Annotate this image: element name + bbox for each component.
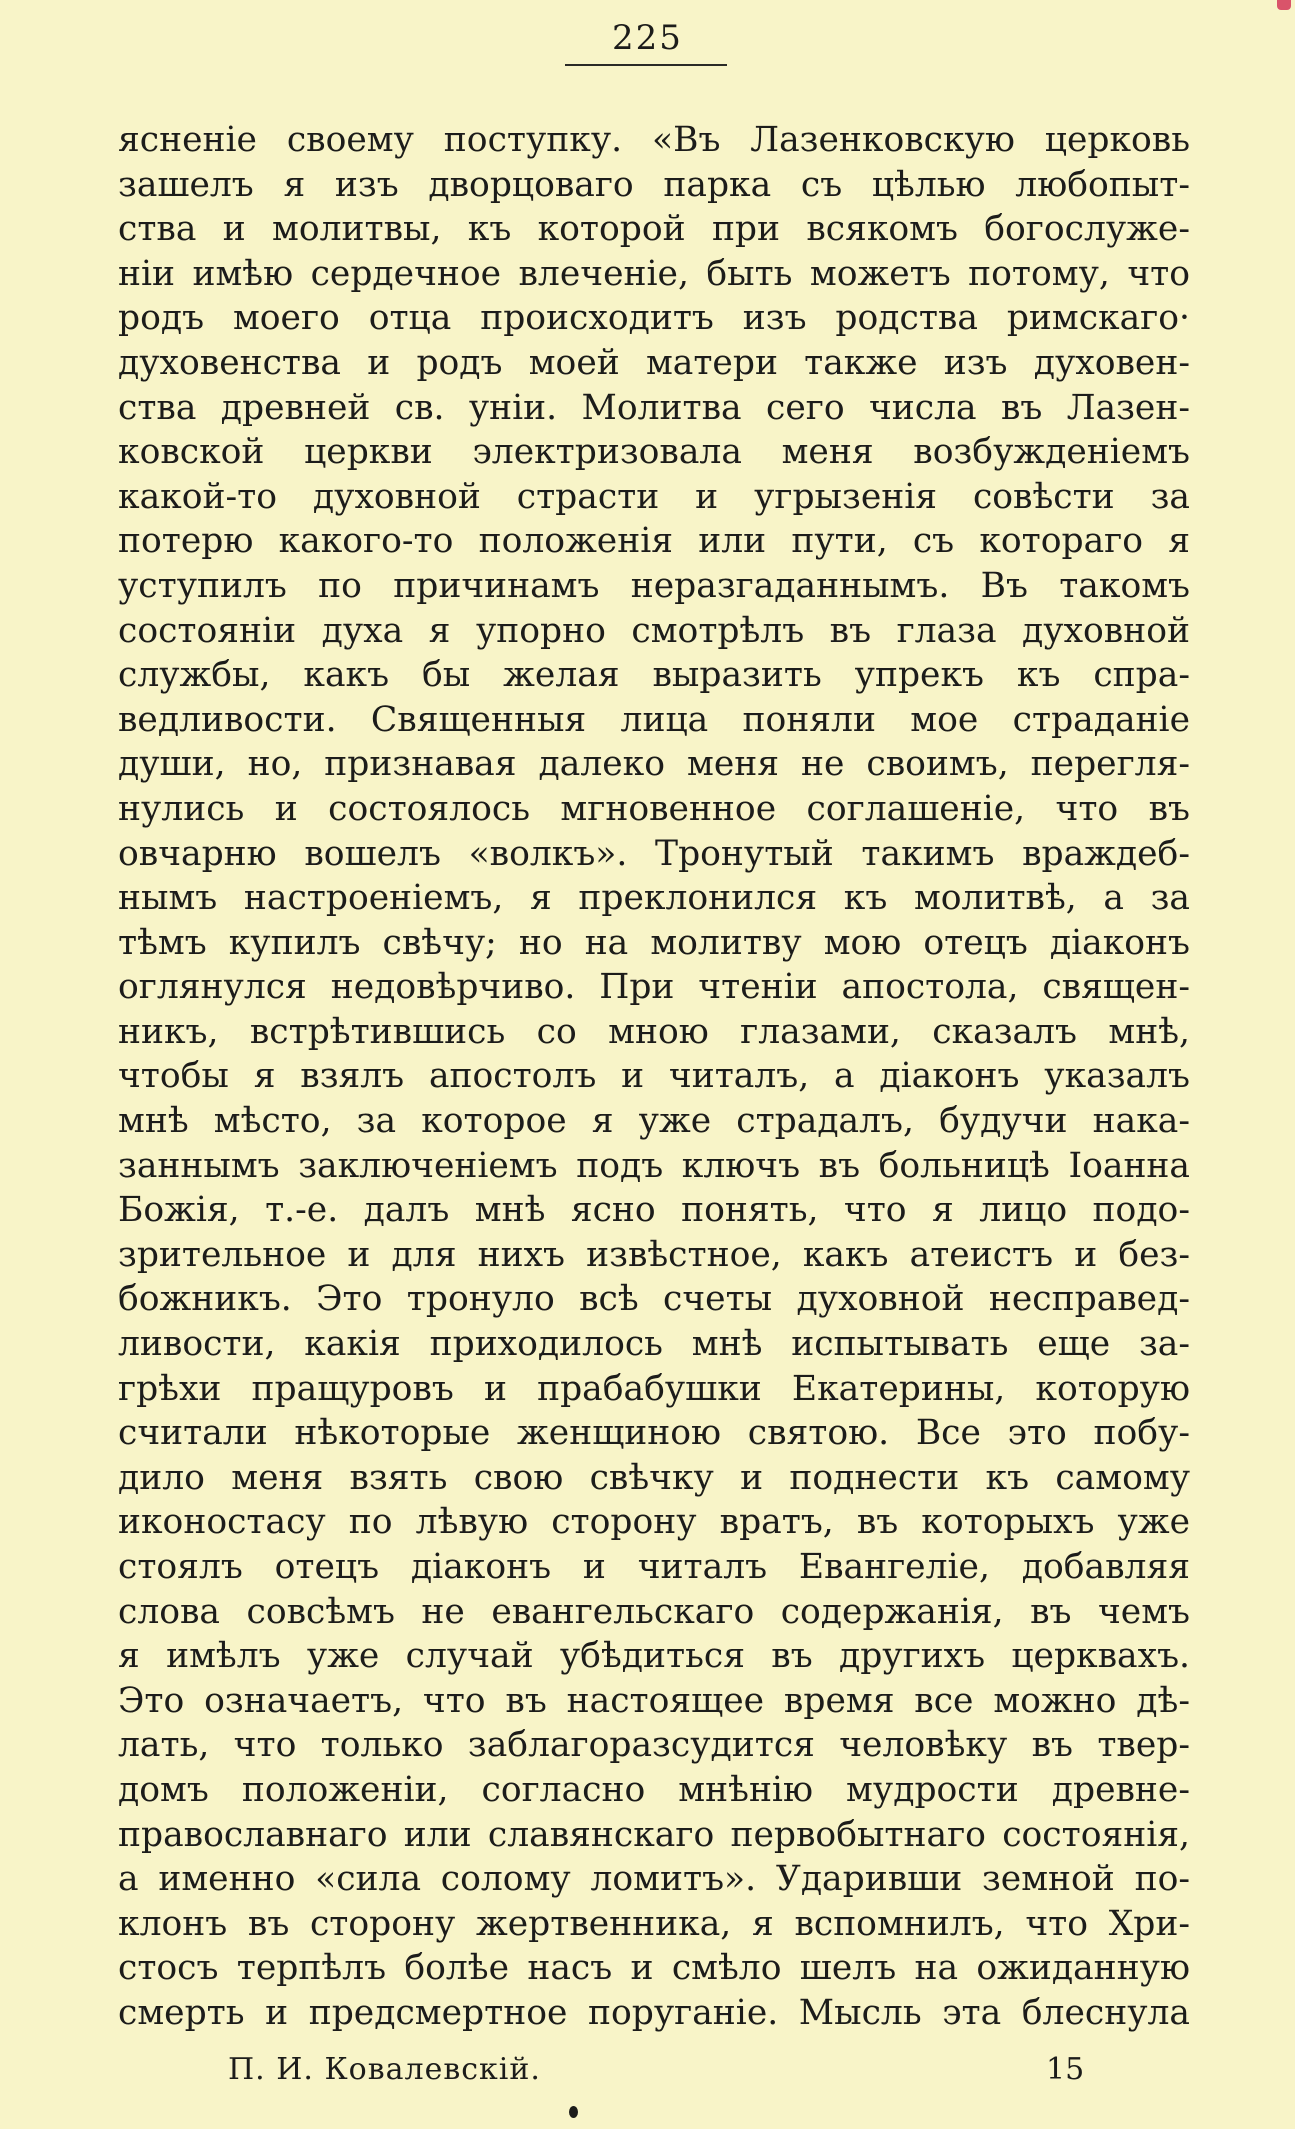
text-line: мнѣ мѣсто, за которое я уже страдалъ, будучи нака- [118,1101,1190,1142]
body-text [118,118,1190,2036]
text-line: иконостасу по лѣвую сторону вратъ, въ которыхъ уже [118,1502,1190,1543]
text-line: тѣмъ купилъ свѣчу; но на молитву мою отецъ діаконъ [118,922,1190,963]
text-line: ковской церкви электризовала меня возбужденіемъ [118,432,1190,473]
text-line: Божія, т.-е. далъ мнѣ ясно понять, что я лицо подо- [118,1190,1190,1231]
text-line: стоялъ отецъ діаконъ и читалъ Евангеліе, добавляя [118,1547,1190,1587]
text-line: смерть и предсмертное поруганіе. Мысль эта блеснула [118,1992,1190,2033]
text-line: души, но, признавая далеко меня не своимъ, перегля- [118,744,1190,785]
text-line: ливости, какія приходилось мнѣ испытывать еще за- [118,1324,1190,1365]
page-footer [0,2052,1295,2092]
text-line: ясненіе своему поступку. «Въ Лазенковскую церковь [118,120,1190,160]
text-line: духовенства и родъ моей матери также изъ духовен- [118,342,1190,383]
text-line: слова совсѣмъ не евангельскаго содержанія, въ чемъ [118,1591,1190,1632]
text-line: службы, какъ бы желая выразить упрекъ къ спра- [118,655,1190,696]
text-line: клонъ въ сторону жертвенника, я вспомнилъ, что Хри- [118,1903,1190,1944]
text-line: лать, что только заблагоразсудится человѣку въ твер- [118,1725,1190,1766]
text-line: ства древней св. уніи. Молитва сего числа въ Лазен- [118,387,1190,428]
text-line: а именно «сила солому ломитъ». Ударивши земной по- [118,1859,1190,1900]
text-line: какой-то духовной страсти и угрызенія совѣсти за [118,476,1190,517]
text-line: нулись и состоялось мгновенное соглашеніе, что въ [118,788,1190,829]
text-line: заннымъ заключеніемъ подъ ключъ въ больницѣ Іоанна [118,1145,1190,1186]
text-line: Это означаетъ, что въ настоящее время все можно дѣ- [118,1680,1190,1721]
page-number-rule [565,64,727,66]
ink-dot [569,2106,578,2118]
text-line: ведливости. Священныя лица поняли мое страданіе [118,699,1190,740]
sheet-number: 15 [1046,2052,1085,2087]
text-line: родъ моего отца происходитъ изъ родства римскаго· [118,298,1190,339]
text-line: чтобы я взялъ апостолъ и читалъ, а діаконъ указалъ [118,1056,1190,1097]
text-line: никъ, встрѣтившись со мною глазами, сказалъ мнѣ, [118,1011,1190,1052]
text-line: считали нѣкоторые женщиною святою. Все это побу- [118,1413,1190,1454]
text-line: ніи имѣю сердечное влеченіе, быть можетъ потому, что [118,253,1190,294]
text-line: ства и молитвы, къ которой при всякомъ богослуже- [118,209,1190,250]
text-line: зрительное и для нихъ извѣстное, какъ атеистъ и без- [118,1234,1190,1275]
corner-mark [1277,0,1291,10]
text-line: потерю какого-то положенія или пути, съ котораго я [118,521,1190,562]
text-line: дило меня взять свою свѣчку и поднести къ самому [118,1457,1190,1498]
page-number: 225 [612,18,683,58]
text-line: я имѣлъ уже случай убѣдиться въ другихъ церквахъ. [118,1636,1190,1677]
text-line: овчарню вошелъ «волкъ». Тронутый такимъ враждеб- [118,833,1190,874]
text-line: уступилъ по причинамъ неразгаданнымъ. Въ такомъ [118,565,1190,606]
text-line: оглянулся недовѣрчиво. При чтеніи апостола, священ- [118,967,1190,1008]
text-line: божникъ. Это тронуло всѣ счеты духовной несправед- [118,1279,1190,1320]
text-line: состояніи духа я упорно смотрѣлъ въ глаза духовной [118,610,1190,651]
text-line: грѣхи пращуровъ и прабабушки Екатерины, которую [118,1368,1190,1409]
text-line: православнаго или славянскаго первобытнаго состоянія, [118,1814,1190,1855]
text-line: нымъ настроеніемъ, я преклонился къ молитвѣ, а за [118,878,1190,919]
text-line: стосъ терпѣлъ болѣе насъ и смѣло шелъ на ожиданную [118,1948,1190,1989]
text-line: домъ положеніи, согласно мнѣнію мудрости древне- [118,1769,1190,1810]
text-line: зашелъ я изъ дворцоваго парка съ цѣлью любопыт- [118,164,1190,205]
footer-signature: П. И. Ковалевскій. [228,2052,541,2087]
